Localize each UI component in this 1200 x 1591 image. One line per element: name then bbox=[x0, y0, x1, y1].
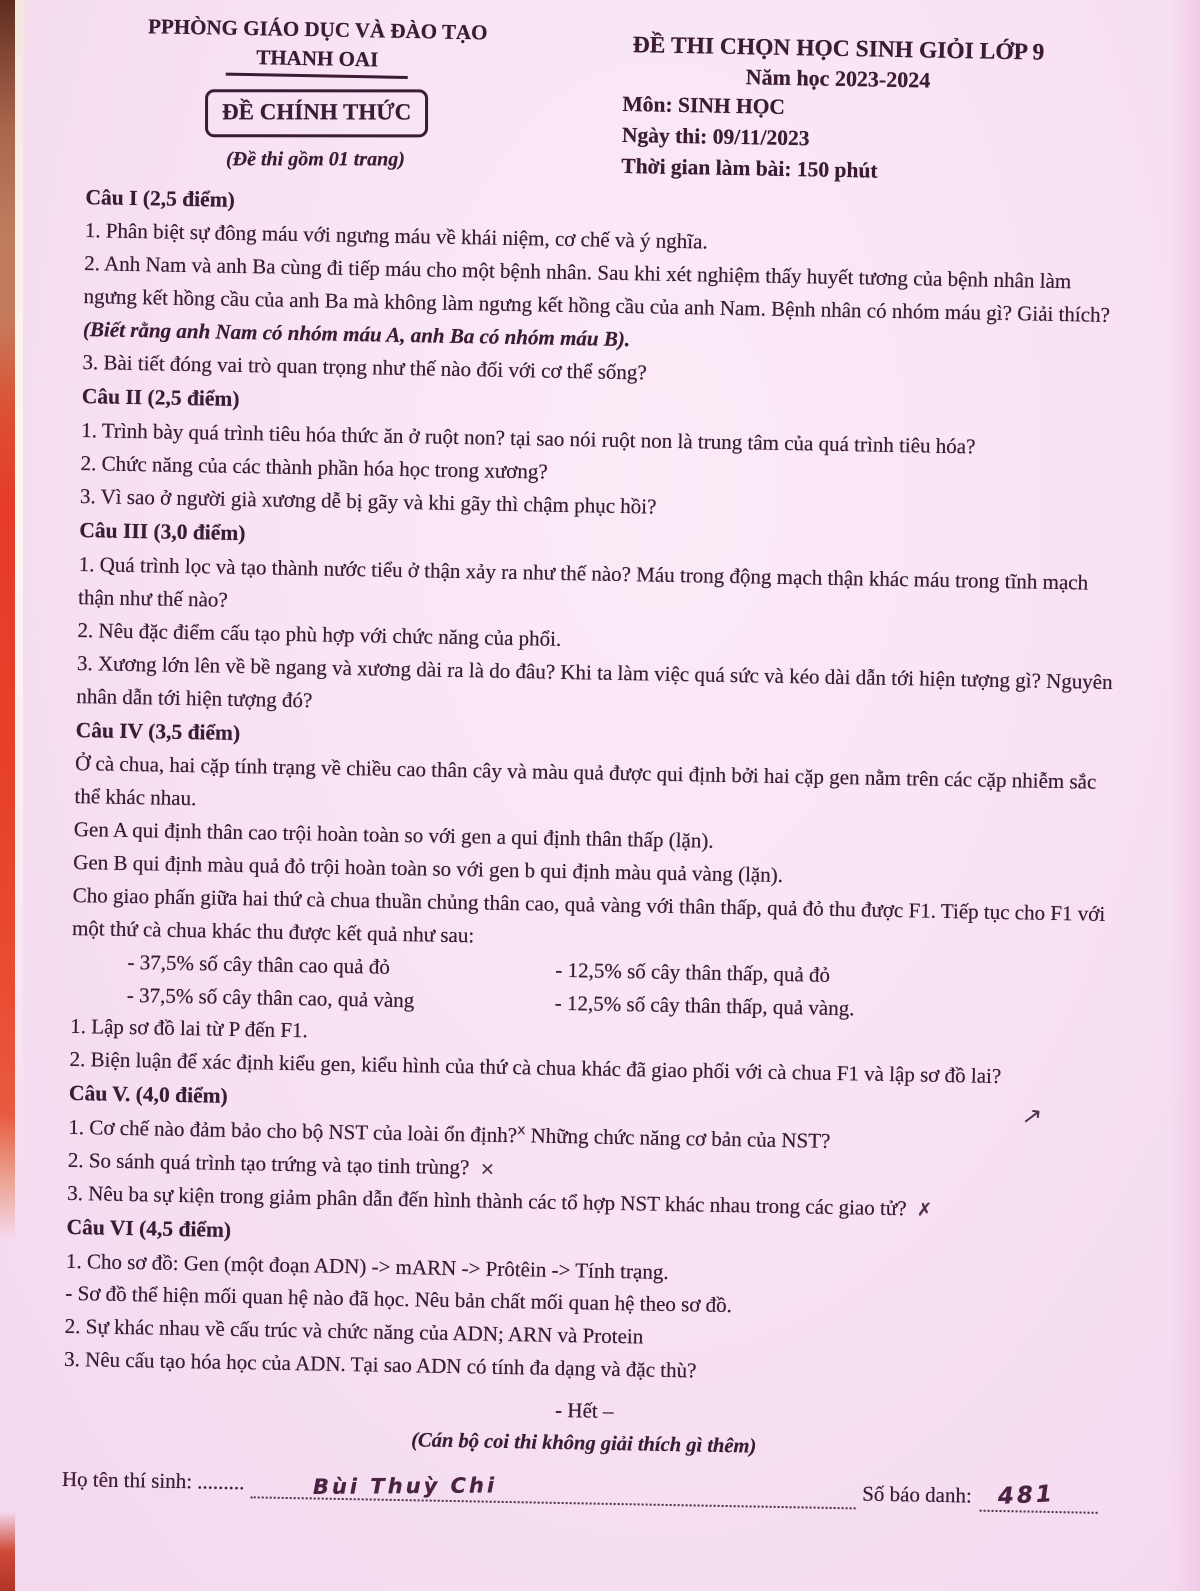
section-heading: Câu IV (3,5 điểm) bbox=[75, 717, 241, 745]
question-text: 2. Chức năng của các thành phần hóa học trong xương? bbox=[80, 450, 548, 484]
pen-arrow-mark: ↗ bbox=[1020, 1100, 1044, 1132]
question-text: 2. So sánh quá trình tạo trứng và tạo tinh trùng? bbox=[67, 1147, 470, 1180]
question-text: 3. Nêu cấu tạo hóa học của ADN. Tại sao ADN có tính đa dạng và đặc thù? bbox=[63, 1347, 697, 1383]
duration-line: Thời gian làm bài: 150 phút bbox=[621, 154, 878, 184]
section-heading: Câu V. (4,0 điểm) bbox=[68, 1081, 228, 1108]
question-text: 1. Phân biệt sự đông máu với ngưng máu về khái niệm, cơ chế và ý nghĩa. bbox=[84, 218, 708, 254]
result-cell: - 37,5% số cây thân cao quả đỏ bbox=[127, 950, 391, 979]
result-cell: - 37,5% số cây thân cao, quả vàng bbox=[126, 982, 415, 1012]
question-text: 1. Lập sơ đồ lai từ P đến F1. bbox=[70, 1014, 309, 1043]
intro-paragraph: Ở cà chua, hai cặp tính trạng về chiều cao thân cây và màu quả được qui định bởi hai cặp gen nằm trên các cặp nhiễm sắc thể khác nhau. bbox=[74, 751, 1097, 811]
school-year: Năm học 2023-2024 bbox=[745, 63, 931, 93]
candidate-name-field bbox=[250, 1471, 856, 1510]
subject-line: Môn: SINH HỌC bbox=[622, 92, 786, 120]
paper-shadow-band bbox=[1170, 0, 1200, 1591]
page-count-note: (Đề thi gồm 01 trang) bbox=[225, 147, 405, 170]
question-text: 1. Quá trình lọc và tạo thành nước tiểu ở thận xảy ra như thế nào? Máu trong động mạch thận khác máu trong tĩnh mạch thận như thế nào? bbox=[77, 551, 1089, 612]
intro-paragraph: Gen A qui định thân cao trội hoàn toàn so với gen a qui định thân thấp (lặn). bbox=[73, 817, 714, 853]
pen-mark-x: ✗ bbox=[916, 1199, 933, 1221]
section-heading: Câu VI (4,5 điểm) bbox=[66, 1214, 232, 1242]
section-cau-2 bbox=[80, 380, 1124, 532]
exam-paper bbox=[62, 12, 1131, 1514]
registration-number-handwriting: 481 bbox=[997, 1481, 1056, 1511]
section-cau-1 bbox=[82, 181, 1127, 399]
exam-meta bbox=[621, 89, 1053, 190]
section-heading: Câu III (3,0 điểm) bbox=[79, 517, 246, 545]
exam-date-line: Ngày thi: 09/11/2023 bbox=[621, 123, 810, 151]
pen-mark-x: × bbox=[479, 1158, 496, 1180]
registration-number-field bbox=[980, 1481, 1098, 1514]
question-text: 2. Biện luận để xác định kiểu gen, kiểu hình của thứ cà chua khác đã giao phối với cà chua F1 và lập sơ đồ lai? bbox=[69, 1047, 1002, 1089]
section-heading: Câu I (2,5 điểm) bbox=[85, 184, 235, 212]
registration-number-label: Số báo danh: bbox=[861, 1481, 973, 1508]
section-cau-4 bbox=[69, 713, 1117, 1095]
signature-row bbox=[62, 1462, 1104, 1514]
question-text: 3. Xương lớn lên về bề ngang và xương dài ra là do đâu? Khi ta làm việc quá sức và kéo dài dẫn tới hiện tượng gì? Nguyên nhân dẫn tới hiện tượng đó? bbox=[76, 650, 1113, 712]
end-mark: - Hết – bbox=[554, 1398, 614, 1424]
header-right bbox=[544, 21, 1130, 192]
intro-paragraph: Gen B qui định màu quả đỏ trội hoàn toàn so với gen b qui định màu quả vàng (lặn). bbox=[73, 850, 784, 888]
paper-edge-highlight bbox=[15, 0, 23, 1241]
italic-note: (Biết rằng anh Nam có nhóm máu A, anh Ba có nhóm máu B). bbox=[82, 317, 631, 352]
question-text: 3. Bài tiết đóng vai trò quan trọng như thế nào đối với cơ thể sống? bbox=[82, 350, 647, 385]
question-text: 1. Cơ chế nào đảm bảo cho bộ NST của loài ổn định? bbox=[68, 1114, 518, 1147]
question-text: 2. Anh Nam và anh Ba cùng đi tiếp máu cho một bệnh nhân. Sau khi xét nghiệm thấy huyết tương của bệnh nhân làm ngưng kết hồng cầu của anh Ba mà không làm ngưng kết hồng cầu của anh Nam. Bệnh nhân có nhóm máu gì? Giải thích? bbox=[83, 251, 1111, 328]
section-cau-5 bbox=[67, 1077, 1111, 1229]
section-heading: Câu II (2,5 điểm) bbox=[81, 384, 240, 412]
official-exam-stamp: ĐỀ CHÍNH THỨC bbox=[205, 90, 428, 138]
intro-paragraph: Cho giao phấn giữa hai thứ cà chua thuần chủng thân cao, quả vàng với thân thấp, quả đỏ thu được F1. Tiếp tục cho F1 với một thứ cà chua khác thu được kết quả như sau: bbox=[71, 883, 1106, 948]
proctor-note: (Cán bộ coi thi không giải thích gì thêm) bbox=[410, 1429, 757, 1458]
section-cau-3 bbox=[76, 514, 1121, 732]
question-text: 1. Cho sơ đồ: Gen (một đoạn ADN) -> mARN -> Prôtêin -> Tính trạng. bbox=[65, 1248, 669, 1284]
pen-mark-x: x bbox=[517, 1121, 526, 1139]
red-edge-stripe bbox=[0, 0, 15, 1591]
question-text: 1. Trình bày quá trình tiêu hóa thức ăn ở ruột non? tại sao nói ruột non là trung tâm của quá trình tiêu hóa? bbox=[80, 418, 976, 459]
candidate-name-handwriting: Bùi Thuỳ Chi bbox=[312, 1472, 497, 1499]
footer bbox=[62, 1385, 1106, 1514]
section-cau-6 bbox=[64, 1211, 1109, 1396]
question-text: 2. Nêu đặc điểm cấu tạo phù hợp với chức năng của phổi. bbox=[77, 617, 562, 651]
result-cell: - 12,5% số cây thân thấp, quả vàng. bbox=[554, 990, 855, 1020]
exam-title: ĐỀ THI CHỌN HỌC SINH GIỎI LỚP 9 bbox=[632, 32, 1045, 66]
result-cell: - 12,5% số cây thân thấp, quả đỏ bbox=[555, 957, 831, 987]
header bbox=[86, 12, 1131, 192]
question-item bbox=[83, 247, 1127, 365]
header-left bbox=[86, 12, 547, 181]
department-name: PPHÒNG GIÁO DỤC VÀ ĐÀO TẠO bbox=[147, 14, 488, 45]
question-text: - Sơ đồ thể hiện mối quan hệ nào đã học. Nêu bản chất mối quan hệ theo sơ đồ. bbox=[65, 1281, 733, 1318]
question-text: Những chức năng cơ bản của NST? bbox=[525, 1123, 831, 1153]
district-name: THANH OAI bbox=[226, 45, 408, 80]
candidate-name-label: Họ tên thí sinh: ......... bbox=[61, 1466, 245, 1494]
question-text: 2. Sự khác nhau về cấu trúc và chức năng của ADN; ARN và Protein bbox=[64, 1314, 644, 1349]
question-text: 3. Nêu ba sự kiện trong giảm phân dẫn đến hình thành các tổ hợp NST khác nhau trong các giao tử? bbox=[67, 1180, 907, 1221]
question-text: 3. Vì sao ở người già xương dễ bị gãy và khi gãy thì chậm phục hồi? bbox=[79, 483, 657, 519]
